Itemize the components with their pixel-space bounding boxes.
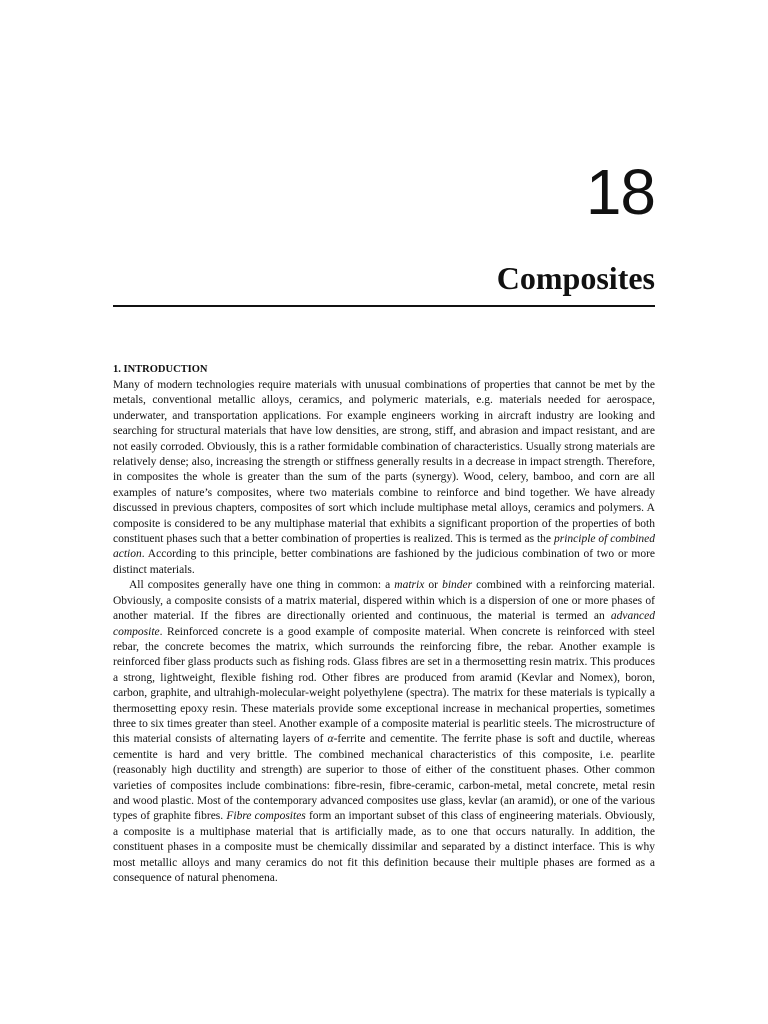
italic-text: binder <box>442 579 473 592</box>
title-rule <box>113 305 655 307</box>
italic-text: α <box>327 733 334 746</box>
text-run: or <box>424 579 443 592</box>
text-run: . According to this principle, better combinations are fashioned by the judicious combination of two or more distinct materials. <box>113 548 655 576</box>
italic-text: advanced composite <box>113 610 655 638</box>
italic-text: matrix <box>394 579 425 592</box>
paragraph <box>113 378 655 578</box>
paragraph <box>113 578 655 886</box>
italic-text: principle of combined action <box>113 533 655 561</box>
section-heading: 1. INTRODUCTION <box>113 364 208 375</box>
text-run: -ferrite and cementite. The ferrite phase is soft and ductile, whereas cementite is hard and very brittle. The combined mechanical characteristics of this composite, i.e. pearlite (reasonably high ductility and strength) are superior to those of either of the constituent phases. Other common varieties of composites include combinations: fibre-resin, fibre-ceramic, carbon-metal, metal concrete, metal resin and wood plastic. Most of the contemporary advanced composites use glass, kevlar (an aramid), or one of the various types of graphite fibres. <box>113 733 656 823</box>
chapter-number: 18 <box>585 156 655 228</box>
text-run: combined with a reinforcing material. Obviously, a composite consists of a matrix material, dispered within which is a dispersion of one or more phases of another material. If the fibres are directionally oriented and continuous, the material is termed an <box>113 579 655 623</box>
paragraph-list <box>113 378 655 886</box>
text-run: form an important subset of this class of engineering materials. Obviously, a composite is a multiphase material that is artificially made, as to one that occurs naturally. In addition, the constituent phases in a composite must be chemically dissimilar and separated by a distinct interface. This is why most metallic alloys and many ceramics do not fit this definition because their multiple phases are formed as a consequence of natural phenomena. <box>113 810 656 884</box>
body-text <box>113 362 655 886</box>
text-run: All composites generally have one thing in common: a <box>129 579 395 592</box>
text-run: . Reinforced concrete is a good example of composite material. When concrete is reinforced with steel rebar, the concrete becomes the matrix, which surrounds the reinforcing fibre, the rebar. Another example is reinforced fiber glass products such as fishing rods. Glass fibres are set in a thermosetting resin matrix. This produces a strong, lightweight, flexible fishing rod. Other fibres are produced from aramid (Kevlar and Nomex), boron, carbon, graphite, and ultrahigh-molecular-weight polyethylene (spectra). The matrix for these materials is typically a thermosetting epoxy resin. These materials provide some exceptional increase in mechanical properties, sometimes three to six times greater than steel. Another example of a composite material is pearlitic steels. The microstructure of this material consists of alternating layers of <box>113 625 655 746</box>
italic-text: Fibre composites <box>226 810 306 823</box>
text-run: Many of modern technologies require materials with unusual combinations of properties that cannot be met by the metals, conventional metallic alloys, ceramics, and polymeric materials, e.g. materials needed for aerospace, underwater, and transportation applications. For example engineers working in aircraft industry are looking and searching for structural materials that have low densities, are strong, stiff, and abrasion and impact resistant, and are not easily corroded. Obviously, this is a rather formidable combination of characteristics. Usually strong materials are relatively dense; also, increasing the strength or stiffness generally results in a decrease in impact strength. Therefore, in composites the whole is greater than the sum of the parts (synergy). Wood, celery, bamboo, and corn are all examples of nature’s composites, where two materials combine to reinforce and bind together. We have already discussed in previous chapters, composites of sort which include multiphase metal alloys, ceramics and polymers. A composite is considered to be any multiphase material that exhibits a significant proportion of the properties of both constituent phases such that a better combination of properties is realized. This is termed as the <box>113 379 655 546</box>
chapter-title: Composites <box>496 260 655 296</box>
